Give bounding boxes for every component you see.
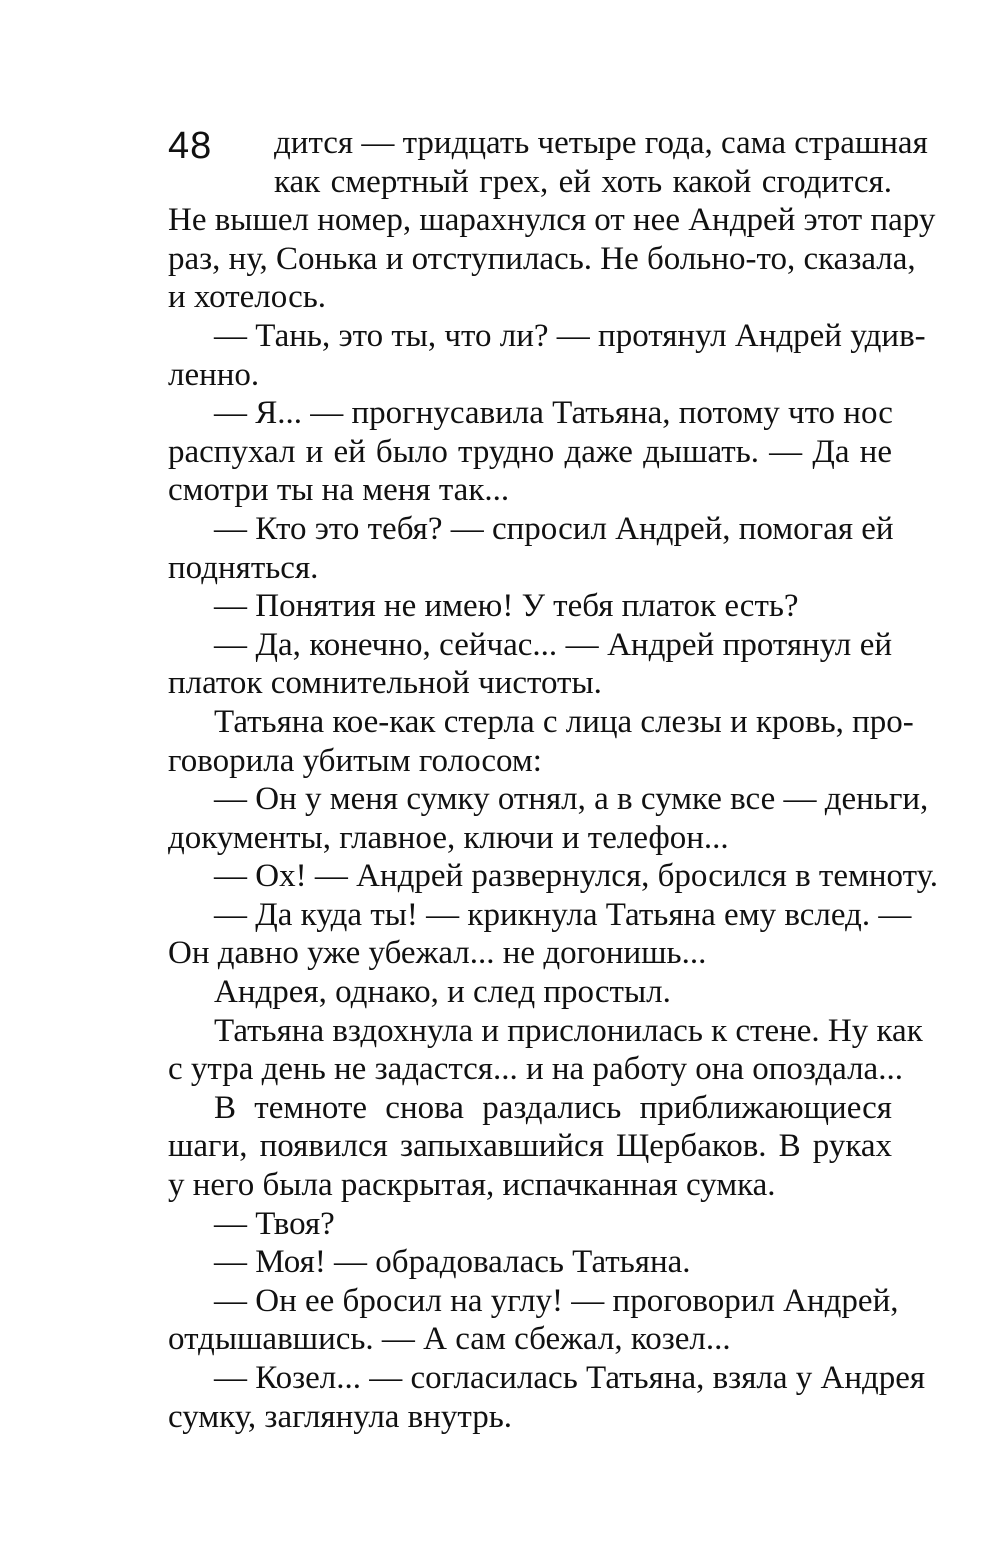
text-line: — Он ее бросил на углу! — проговорил Андрей, — [214, 1282, 899, 1319]
text-line: — Кто это тебя? — спросил Андрей, помогая ей — [214, 510, 894, 547]
text-line: у него была раскрытая, испачканная сумка. — [168, 1167, 776, 1204]
page-number: 48 — [168, 125, 213, 167]
text-line: — Понятия не имею! У тебя платок есть? — [214, 588, 799, 625]
text-line: и хотелось. — [168, 279, 327, 316]
text-line: Он давно уже убежал... не догонишь... — [168, 935, 707, 972]
text-line: подняться. — [168, 549, 319, 586]
text-line: — Да, конечно, сейчас... — Андрей протянул ей — [214, 626, 892, 663]
text-line: сумку, заглянула внутрь. — [168, 1398, 513, 1435]
text-line: платок сомнительной чистоты. — [168, 665, 602, 702]
text-line: отдышавшись. — А сам сбежал, козел... — [168, 1321, 731, 1358]
text-line: В темноте снова раздались приближающиеся — [214, 1089, 892, 1126]
text-line: Не вышел номер, шарахнулся от нее Андрей этот пару — [168, 202, 936, 239]
text-line: распухал и ей было трудно даже дышать. — Да не — [168, 433, 892, 470]
text-line: — Козел... — согласилась Татьяна, взяла у Андрея — [214, 1360, 926, 1396]
text-line: — Твоя? — [214, 1205, 335, 1242]
text-line: — Ох! — Андрей развернулся, бросился в темноту. — [214, 858, 939, 895]
text-line: — Тань, это ты, что ли? — протянул Андрей удив- — [214, 317, 926, 354]
text-line: смотри ты на меня так... — [168, 472, 510, 509]
body-text — [168, 124, 939, 1436]
text-line: ленно. — [168, 356, 260, 393]
text-line: как смертный грех, ей хоть какой сгодится. — [274, 163, 892, 200]
text-line: Андрея, однако, и след простыл. — [214, 974, 671, 1011]
text-line: — Моя! — обрадовалась Татьяна. — [214, 1244, 691, 1281]
text-line: — Я... — прогнусавила Татьяна, потому что нос — [214, 395, 893, 432]
text-line: дится — тридцать четыре года, сама страшная — [274, 125, 928, 161]
text-line: говорила убитым голосом: — [168, 742, 542, 779]
text-line: раз, ну, Сонька и отступилась. Не больно-то, сказала, — [168, 240, 916, 277]
text-line: с утра день не задастся... и на работу она опоздала... — [168, 1051, 903, 1088]
text-line: шаги, появился запыхавшийся Щербаков. В руках — [168, 1128, 892, 1165]
text-line: — Да куда ты! — крикнула Татьяна ему вслед. — — [214, 896, 912, 933]
text-line: документы, главное, ключи и телефон... — [168, 819, 729, 856]
text-line: — Он у меня сумку отнял, а в сумке все — деньги, — [214, 781, 929, 818]
text-line: Татьяна кое-как стерла с лица слезы и кровь, про- — [214, 703, 914, 740]
text-line: Татьяна вздохнула и прислонилась к стене. Ну как — [214, 1012, 923, 1049]
